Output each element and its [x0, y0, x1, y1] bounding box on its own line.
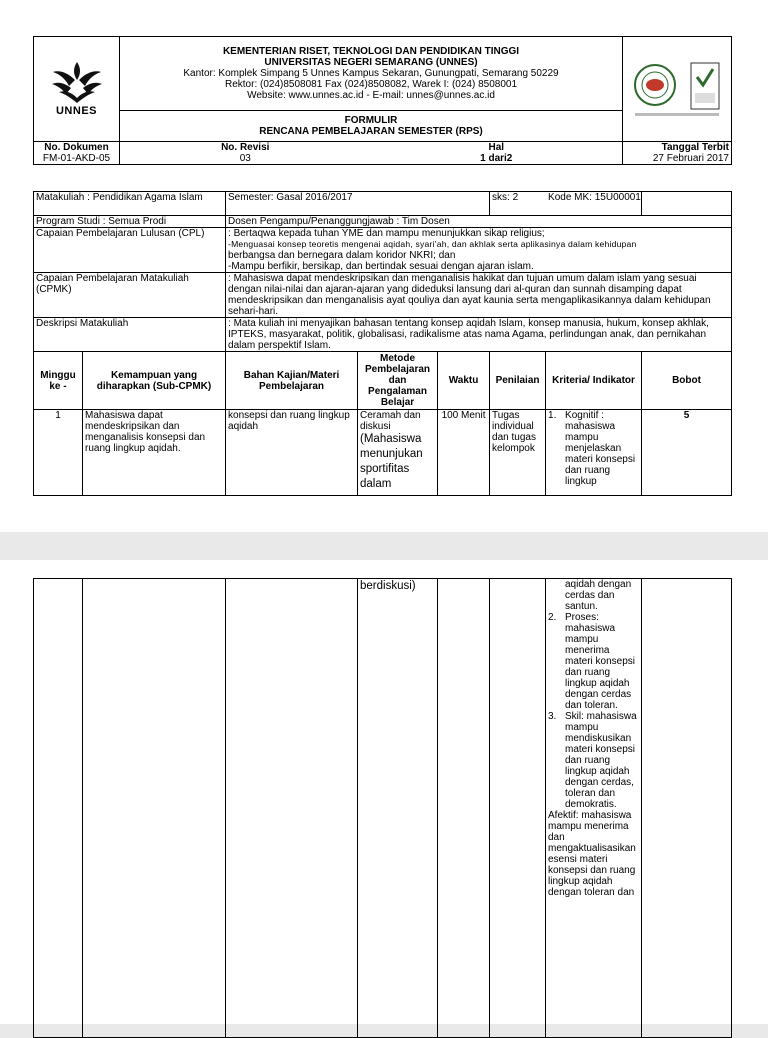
kriteria-num-3: 3.	[548, 711, 557, 722]
deskripsi-content-cell: : Mata kuliah ini menyajikan bahasan tentang konsep aqidah Islam, konsep manusia, hukum, konsep akhlak, IPTEKS, masyarakat, politik, globalisasi, radikalisme atas nama Agama, perlindungan anak, dan pernikahan dalam perspektif Islam.	[226, 318, 732, 352]
col-header-bahan: Bahan Kajian/Materi Pembelajaran	[226, 352, 358, 410]
document-meta-table	[33, 141, 732, 165]
hal-value: 1 dari2	[480, 153, 513, 164]
form-title-block	[120, 111, 623, 142]
kriteria-item-3: Skil: mahasiswa mampu mendiskusikan materi konsepsi dan ruang lingkup aqidah dengan cerdas, toleran dan demokratis.	[565, 711, 637, 810]
cont-kemampuan	[83, 579, 226, 1038]
row-kemampuan: Mahasiswa dapat mendeskripsikan dan menganalisis konsepsi dan ruang lingkup aqidah.	[83, 410, 226, 496]
sks-cell: sks: 2	[490, 192, 642, 216]
tanggal-value: 27 Februari 2017	[652, 153, 729, 164]
no-dokumen-label: No. Dokumen	[44, 142, 109, 153]
kriteria-num-1: 1.	[548, 410, 557, 421]
office-address: Kantor: Komplek Simpang 5 Unnes Kampus Sekaran, Gunungpati, Semarang 50229	[183, 68, 559, 79]
cont-penilaian	[490, 579, 546, 1038]
cont-bobot	[642, 579, 732, 1038]
phone-numbers: Rektor: (024)8508081 Fax (024)8508082, Warek I: (024) 8508001	[224, 79, 518, 90]
row-bobot: 5	[642, 410, 732, 496]
kode-mk-value: Kode MK: 15U00001	[548, 192, 641, 203]
col-header-minggu: Minggu ke -	[34, 352, 83, 410]
form-label: FORMULIR	[344, 115, 398, 126]
cont-minggu	[34, 579, 83, 1038]
semester-cell: Semester: Gasal 2016/2017	[226, 192, 490, 216]
hal-cell	[371, 142, 623, 165]
certification-logos	[623, 37, 732, 142]
ministry-name: KEMENTERIAN RISET, TEKNOLOGI DAN PENDIDIKAN TINGGI	[222, 46, 520, 57]
no-revisi-label: No. Revisi	[221, 142, 270, 153]
col-header-kemampuan: Kemampuan yang diharapkan (Sub-CPMK)	[83, 352, 226, 410]
prodi-cell: Program Studi : Semua Prodi	[34, 216, 226, 228]
cpmk-label-cell: Capaian Pembelajaran Matakuliah (CPMK)	[34, 273, 226, 318]
deskripsi-label-cell: Deskripsi Matakuliah	[34, 318, 226, 352]
cont-waktu	[438, 579, 490, 1038]
tanggal-cell	[623, 142, 732, 165]
row-metode-b: (Mahasiswa menunjukan sportifitas dalam	[360, 433, 423, 490]
col-header-bobot: Bobot	[642, 352, 732, 410]
cont-metode: berdiskusi)	[358, 579, 438, 1038]
no-dokumen-cell	[34, 142, 120, 165]
iso-ukas-seal-icon	[627, 55, 727, 121]
col-header-penilaian: Penilaian	[490, 352, 546, 410]
document-header-table	[33, 36, 732, 142]
website-email: Website: www.unnes.ac.id - E-mail: unnes@unnes.ac.id	[247, 90, 495, 101]
no-revisi-cell	[120, 142, 371, 165]
kode-mk-cell	[548, 192, 732, 216]
cont-bahan	[226, 579, 358, 1038]
row-waktu: 100 Menit	[438, 410, 490, 496]
unnes-logo	[34, 37, 120, 142]
kriteria-num-2: 2.	[548, 612, 557, 623]
row-kriteria	[546, 410, 642, 496]
kriteria-item-1-cont: aqidah dengan cerdas dan santun.	[565, 579, 632, 612]
col-header-metode: Metode Pembelajaran dan Pengalaman Belajar	[358, 352, 438, 410]
logo-text: UNNES	[55, 104, 97, 117]
institution-block	[120, 37, 623, 111]
row-minggu: 1	[34, 410, 83, 496]
row-penilaian: Tugas individual dan tugas kelompok	[490, 410, 546, 496]
col-header-waktu: Waktu	[438, 352, 490, 410]
col-header-kriteria: Kriteria/ Indikator	[546, 352, 642, 410]
dosen-cell: Dosen Pengampu/Penanggungjawab : Tim Dosen	[226, 216, 732, 228]
row-bahan: konsepsi dan ruang lingkup aqidah	[226, 410, 358, 496]
cpl-line-4: -Mampu berfikir, bersikap, dan bertindak sesuai dengan ajaran islam.	[228, 261, 534, 272]
matakuliah-cell: Matakuliah : Pendidikan Agama Islam	[34, 192, 226, 216]
kriteria-item-1: Kognitif : mahasiswa mampu menjelaskan materi konsepsi dan ruang lingkup	[565, 410, 636, 487]
form-title: RENCANA PEMBELAJARAN SEMESTER (RPS)	[259, 126, 483, 137]
cpmk-content-cell: : Mahasiswa dapat mendeskripsikan dan menganalisis hakikat dan tujuan umum dalam islam yang sesuai dengan nilai-nilai dan ajaran-ajaran yang dideduksi lansung dari al-quran dan sunnah disamping dapat mendeskripsikan dan menganalisis ayat qouliya dan ayat kaunia serta mengaplikasikannya dalam kehidupan sehari-hari.	[226, 273, 732, 318]
document-page-2	[0, 560, 768, 1024]
cpl-content-cell	[226, 228, 732, 273]
row-metode-a: Ceramah dan diskusi	[360, 410, 421, 432]
hal-label: Hal	[488, 142, 505, 153]
cpl-line-2: -Menguasai konsep teoretis mengenai aqidah, syari’ah, dan akhlak serta aplikasinya dalam kehidupan	[228, 239, 637, 249]
cpl-line-3: berbangsa dan bernegara dalam koridor NKRI; dan	[228, 250, 456, 261]
kriteria-item-2: Proses: mahasiswa mampu menerima materi konsepsi dan ruang lingkup aqidah dengan cerdas dan toleran.	[565, 612, 636, 711]
no-dokumen-value: FM-01-AKD-05	[42, 153, 111, 164]
university-name: UNIVERSITAS NEGERI SEMARANG (UNNES)	[264, 57, 478, 68]
cpl-line-1: : Bertaqwa kepada tuhan YME dan mampu menunjukkan sikap religius;	[228, 228, 545, 239]
unnes-emblem-icon	[49, 58, 105, 104]
rps-continuation-table	[33, 578, 732, 1038]
table-row	[34, 579, 732, 1038]
table-row	[34, 410, 732, 496]
cpl-label-cell: Capaian Pembelajaran Lulusan (CPL)	[34, 228, 226, 273]
row-metode	[358, 410, 438, 496]
kriteria-afektif: Afektif: mahasiswa mampu menerima dan mengaktualisasikan esensi materi konsepsi dan ruang lingkup aqidah dengan toleran dan	[548, 810, 636, 898]
rps-main-table	[33, 191, 732, 496]
no-revisi-value: 03	[239, 153, 251, 164]
cont-kriteria	[546, 579, 642, 1038]
tanggal-label: Tanggal Terbit	[661, 142, 729, 153]
